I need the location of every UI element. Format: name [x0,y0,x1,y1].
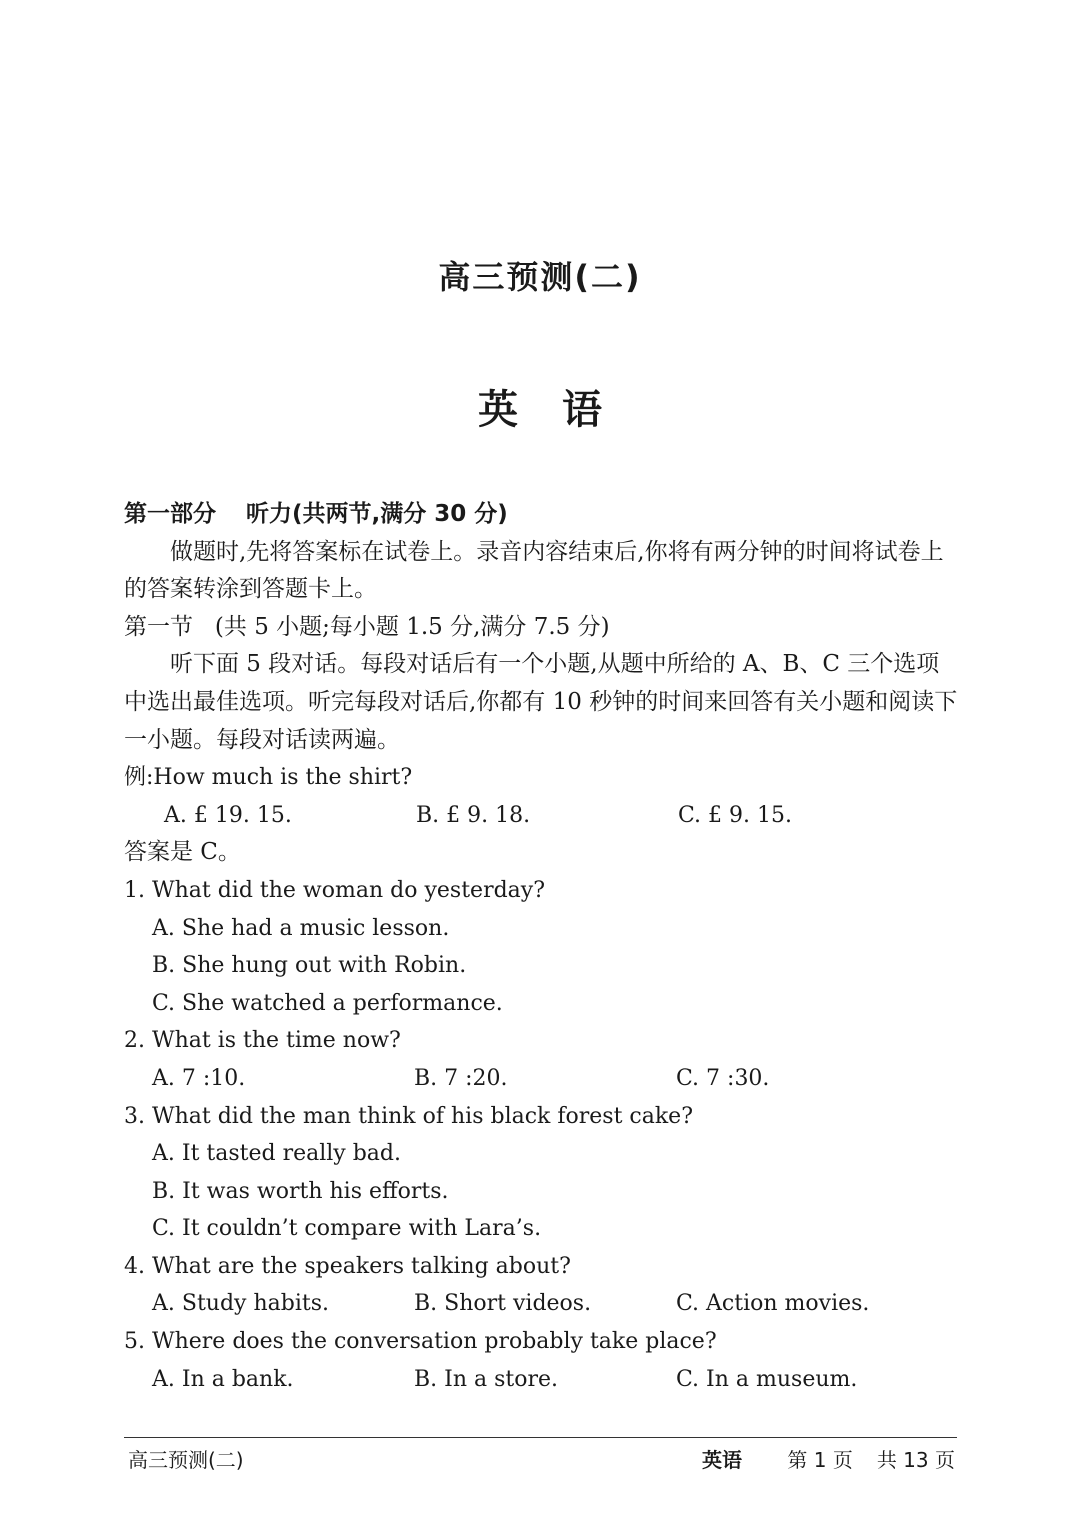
question-3-option-c: C. It couldn’t compare with Lara’s. [152,1216,542,1242]
question-2-option-b: B. 7 :20. [414,1065,508,1091]
section1-title: 第一节 (共 5 小题;每小题 1.5 分,满分 7.5 分) [124,613,610,640]
question-4-options [124,1285,960,1323]
question-5-option-c: C. In a museum. [676,1366,858,1392]
question-3-option-a: A. It tasted really bad. [152,1141,402,1167]
footer-page-total: 共 13 页 [876,1448,955,1472]
question-5-options [124,1361,960,1399]
footer-page-number: 第 1 页 [787,1448,853,1472]
section1-instruction: 听下面 5 段对话。每段对话后有一个小题,从题中所给的 A、B、C 三个选项中选出最佳选项。听完每段对话后,你都有 10 秒钟的时间来回答有关小题和阅读下一小题。每段对话读两遍。 [124,651,958,753]
part1-info: 听力(共两节,满分 30 分) [246,501,508,527]
exam-title: 高三预测(二) [438,258,642,296]
example-option-a: A. £ 19. 15. [164,802,292,828]
question-2-options [124,1060,960,1098]
question-1-option-a: A. She had a music lesson. [152,915,450,941]
subject-title [0,378,1080,435]
exam-content [124,496,960,1398]
example-option-b: B. £ 9. 18. [416,802,531,828]
question-2-option-c: C. 7 :30. [676,1065,770,1091]
example-options [124,797,960,835]
question-5-option-a: A. In a bank. [152,1366,294,1392]
subject-char-1: 英 [478,387,518,433]
example-answer: 答案是 C。 [124,839,241,866]
question-4-option-b: B. Short videos. [414,1291,592,1317]
question-4-stem: 4. What are the speakers talking about? [124,1253,571,1279]
footer-page-info [763,1446,955,1474]
question-1-stem: 1. What did the woman do yesterday? [124,877,546,903]
example-option-c: C. £ 9. 15. [678,802,792,828]
example-question: 例:How much is the shirt? [124,765,413,791]
part1-name: 第一部分 [124,501,216,527]
question-4-option-c: C. Action movies. [676,1291,870,1317]
question-3-option-b: B. It was worth his efforts. [152,1178,449,1204]
footer-divider [124,1437,957,1438]
question-2-stem: 2. What is the time now? [124,1028,401,1054]
question-5-option-b: B. In a store. [414,1366,559,1392]
footer-exam-title: 高三预测(二) [128,1448,244,1472]
question-1-option-c: C. She watched a performance. [152,990,503,1016]
question-3-stem: 3. What did the man think of his black forest cake? [124,1103,693,1129]
part1-instruction: 做题时,先将答案标在试卷上。录音内容结束后,你将有两分钟的时间将试卷上的答案转涂到答题卡上。 [124,538,944,603]
footer-subject: 英语 [702,1448,742,1472]
part1-heading [124,496,960,534]
subject-char-2: 语 [562,387,602,433]
question-1-option-b: B. She hung out with Robin. [152,953,467,979]
question-2-option-a: A. 7 :10. [152,1065,246,1091]
question-4-option-a: A. Study habits. [152,1291,329,1317]
question-5-stem: 5. Where does the conversation probably take place? [124,1329,717,1355]
